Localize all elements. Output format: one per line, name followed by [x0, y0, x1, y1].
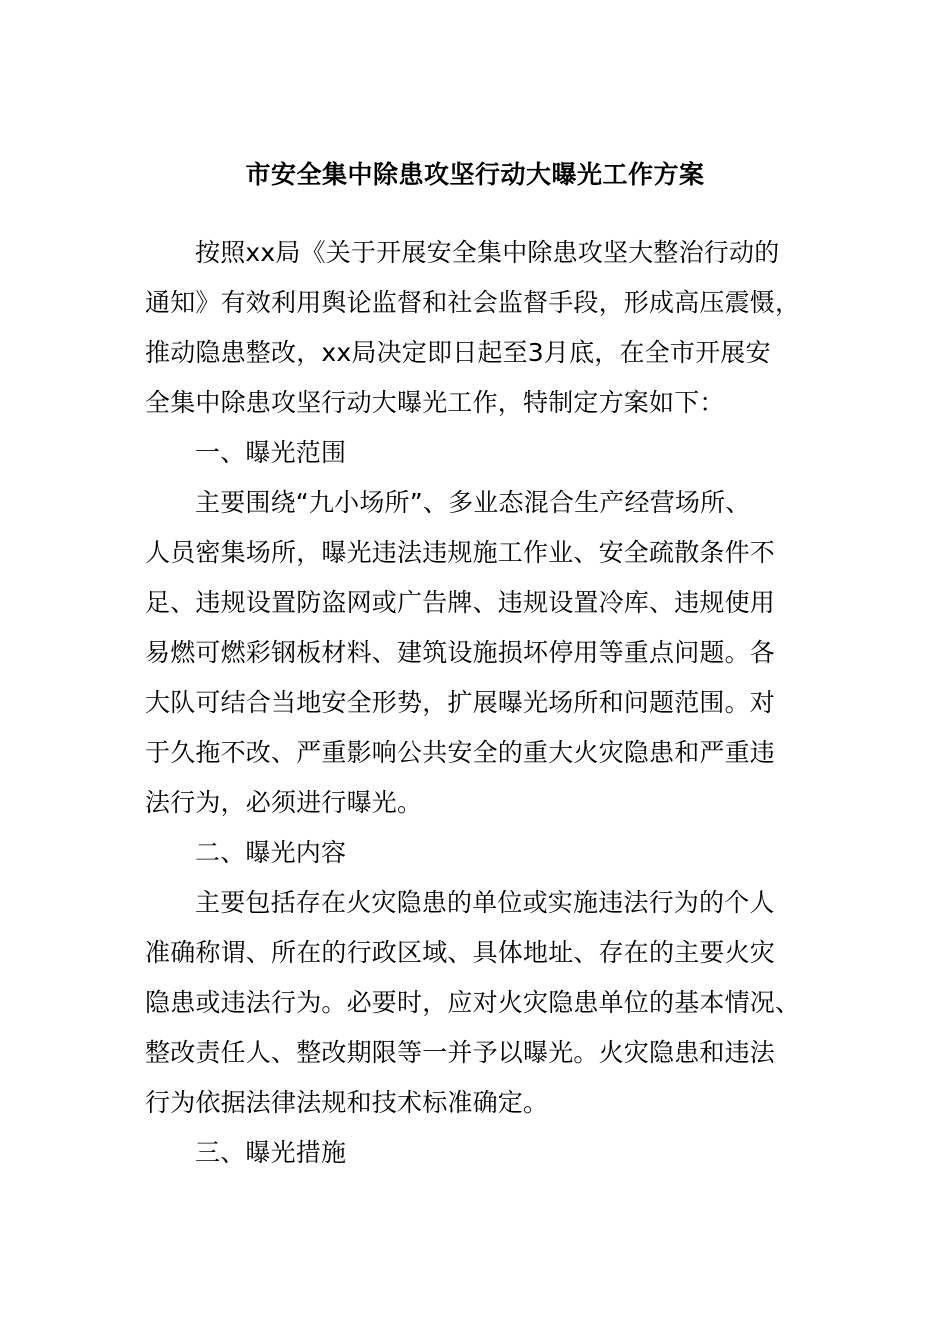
text-line: 推动隐患整改，xx局决定即日起至3月底，在全市开展安 [145, 338, 771, 367]
document-title: 市安全集中除患攻坚行动大曝光工作方案 [245, 160, 705, 189]
text-line: 主要围绕“九小场所”、多业态混合生产经营场所、 [195, 488, 751, 517]
section-heading-scope [145, 428, 805, 478]
text-line: 全集中除患攻坚行动大曝光工作，特制定方案如下： [145, 388, 725, 417]
document-body [145, 228, 805, 1178]
text-line: 隐患或违法行为。必要时，应对火灾隐患单位的基本情况、 [145, 988, 801, 1017]
section-heading: 二、曝光内容 [195, 838, 347, 867]
text-line: 准确称谓、所在的行政区域、具体地址、存在的主要火灾 [145, 938, 776, 967]
text-line: 足、违规设置防盗网或广告牌、违规设置冷库、违规使用 [145, 588, 776, 617]
section-heading-content [145, 828, 805, 878]
text-line: 大队可结合当地安全形势，扩展曝光场所和问题范围。对 [145, 688, 776, 717]
text-line: 于久拖不改、严重影响公共安全的重大火灾隐患和严重违 [145, 738, 776, 767]
scope-paragraph [145, 478, 805, 828]
text-line: 易燃可燃彩钢板材料、建筑设施损坏停用等重点问题。各 [145, 638, 776, 667]
section-heading: 一、曝光范围 [195, 438, 347, 467]
content-paragraph [145, 878, 805, 1128]
text-line: 通知》有效利用舆论监督和社会监督手段，形成高压震慑， [145, 288, 801, 317]
section-heading-measures [145, 1128, 805, 1178]
text-line: 法行为，必须进行曝光。 [145, 788, 423, 817]
intro-paragraph [145, 228, 805, 428]
text-line: 人员密集场所，曝光违法违规施工作业、安全疏散条件不 [145, 538, 776, 567]
text-line: 按照xx局《关于开展安全集中除患攻坚大整治行动的 [195, 238, 780, 267]
text-line: 主要包括存在火灾隐患的单位或实施违法行为的个人 [195, 888, 775, 917]
section-heading: 三、曝光措施 [195, 1138, 347, 1167]
text-line: 整改责任人、整改期限等一并予以曝光。火灾隐患和违法 [145, 1038, 776, 1067]
text-line: 行为依据法律法规和技术标准确定。 [145, 1088, 549, 1117]
